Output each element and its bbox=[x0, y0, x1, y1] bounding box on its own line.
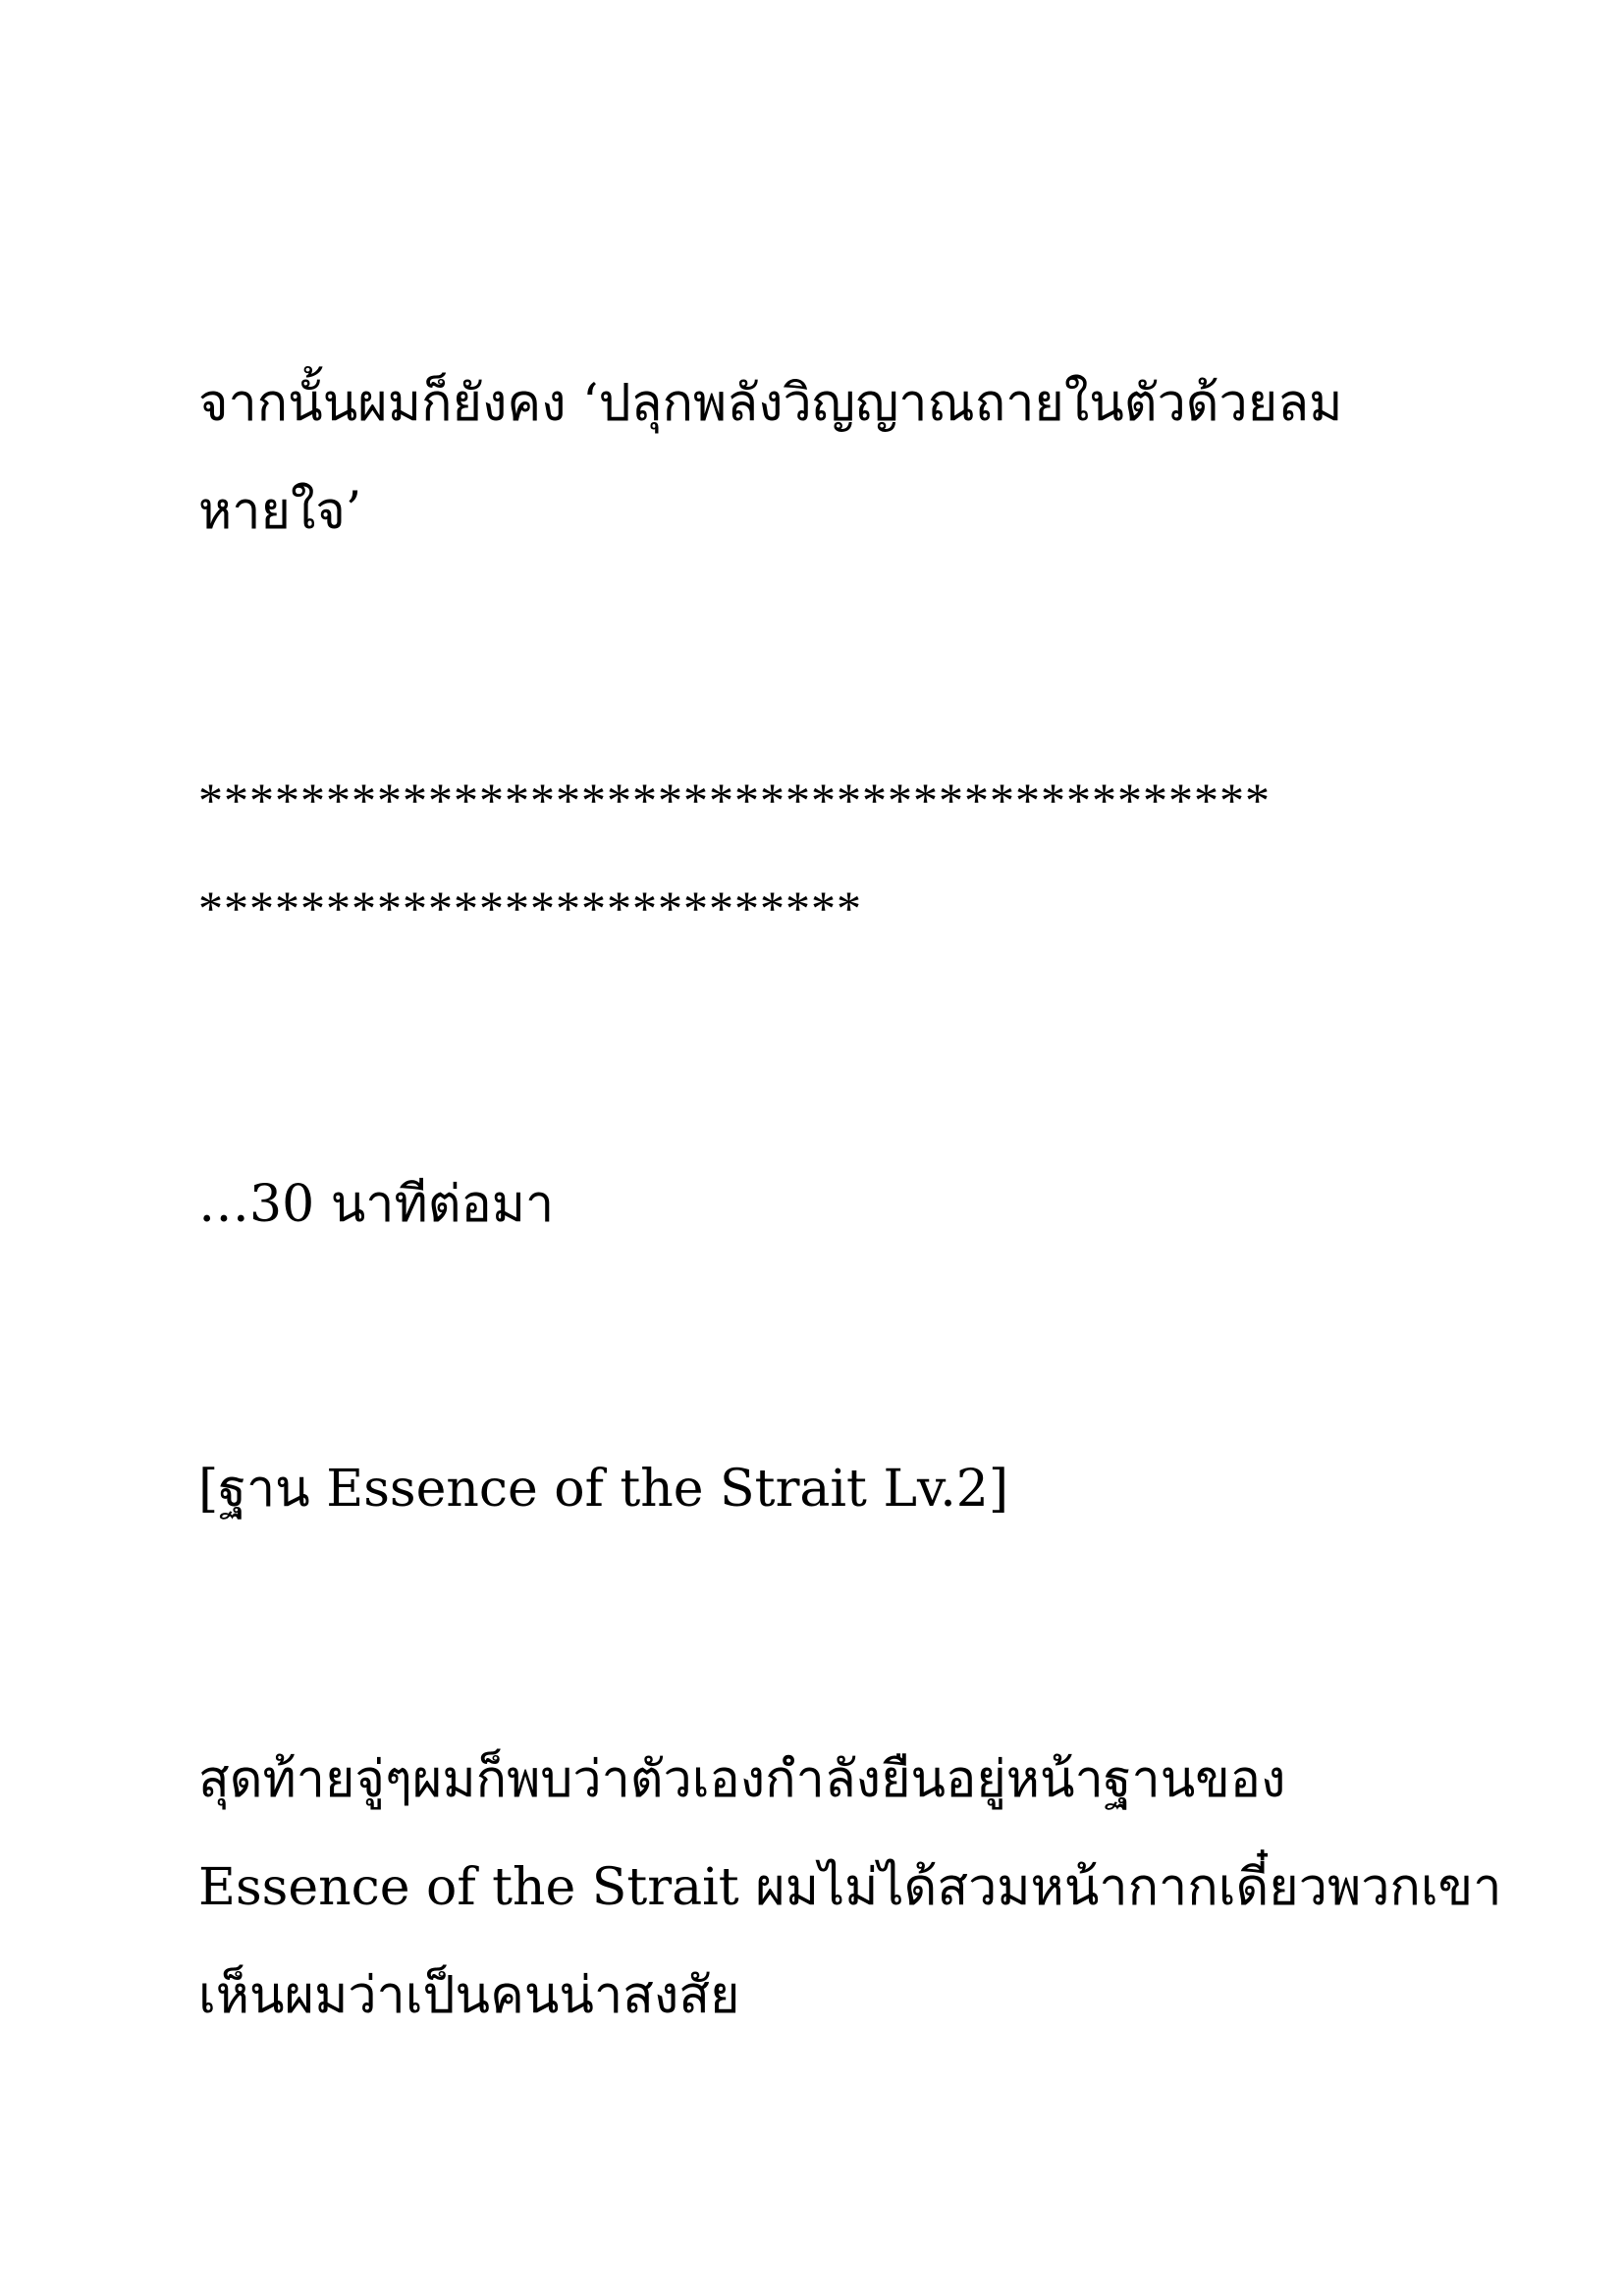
paragraph-1 bbox=[198, 349, 1455, 565]
paragraph-2-line-3: เห็นผมว่าเป็นคนน่าสงสัย bbox=[198, 1966, 740, 2025]
separator-line-1: ****************************************** bbox=[198, 773, 1271, 828]
time-marker-text: …30 นาทีต่อมา bbox=[198, 1175, 555, 1234]
separator-line-2: ************************** bbox=[198, 881, 862, 935]
paragraph-2-line-2: Essence of the Strait ผมไม่ได้สวมหน้ากากเดี๋ยวพวกเขา bbox=[198, 1858, 1502, 1917]
time-marker bbox=[198, 1150, 1455, 1258]
paragraph-1-line-2: หายใจ’ bbox=[198, 482, 362, 541]
paragraph-1-line-1: จากนั้นผมก็ยังคง ‘ปลุกพลังวิญญาณถายในตัวด้วยลม bbox=[198, 374, 1343, 433]
system-message-text: [ฐาน Essence of the Strait Lv.2] bbox=[198, 1460, 1009, 1519]
paragraph-2 bbox=[198, 1726, 1502, 2050]
separator bbox=[198, 746, 1455, 962]
system-message bbox=[198, 1435, 1455, 1543]
paragraph-2-line-1: สุดท้ายจู่ๆผมก็พบว่าตัวเองกำลังยืนอยู่หน้าฐานของ bbox=[198, 1750, 1286, 1809]
